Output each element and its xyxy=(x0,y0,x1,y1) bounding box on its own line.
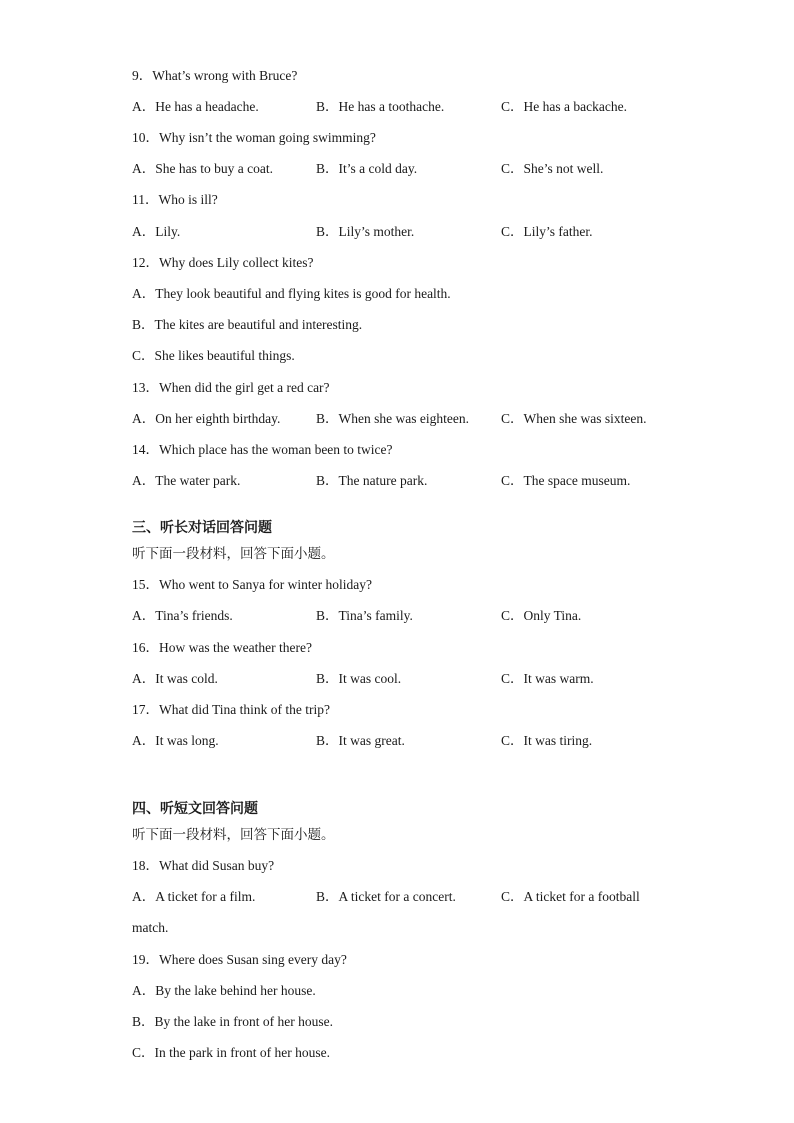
q19-option-a: A．By the lake behind her house. xyxy=(132,983,316,998)
q14-option-c: C．The space museum. xyxy=(501,473,631,488)
question-17: 17．What did Tina think of the trip? xyxy=(132,702,330,717)
question-16: 16．How was the weather there? xyxy=(132,640,312,655)
q17-option-a: A．It was long. xyxy=(132,733,219,748)
question-11: 11．Who is ill? xyxy=(132,192,218,207)
q12-option-a: A．They look beautiful and flying kites is good for health. xyxy=(132,286,451,301)
q18-option-b: B．A ticket for a concert. xyxy=(316,889,456,904)
q15-option-c: C．Only Tina. xyxy=(501,608,582,623)
section-3-instruction: 听下面一段材料，回答下面小题。 xyxy=(132,546,335,562)
q10-option-b: B．It’s a cold day. xyxy=(316,161,418,176)
question-9: 9．What’s wrong with Bruce? xyxy=(132,68,298,83)
q18-option-a: A．A ticket for a film. xyxy=(132,889,256,904)
q11-option-c: C．Lily’s father. xyxy=(501,224,593,239)
question-18: 18．What did Susan buy? xyxy=(132,858,275,873)
q9-option-c: C．He has a backache. xyxy=(501,99,627,114)
question-12: 12．Why does Lily collect kites? xyxy=(132,255,314,270)
q15-option-b: B．Tina’s family. xyxy=(316,608,413,623)
q9-option-b: B．He has a toothache. xyxy=(316,99,445,114)
question-13: 13．When did the girl get a red car? xyxy=(132,380,330,395)
q17-option-b: B．It was great. xyxy=(316,733,405,748)
q19-option-b: B．By the lake in front of her house. xyxy=(132,1014,333,1029)
q12-option-b: B．The kites are beautiful and interesting. xyxy=(132,317,363,332)
q16-option-b: B．It was cool. xyxy=(316,671,402,686)
q14-option-a: A．The water park. xyxy=(132,473,241,488)
section-4-heading: 四、听短文回答问题 xyxy=(132,801,258,817)
section-4-instruction: 听下面一段材料，回答下面小题。 xyxy=(132,827,335,843)
section-3-heading: 三、听长对话回答问题 xyxy=(132,520,272,536)
question-14: 14．Which place has the woman been to twice? xyxy=(132,442,393,457)
q10-option-a: A．She has to buy a coat. xyxy=(132,161,273,176)
q9-option-a: A．He has a headache. xyxy=(132,99,259,114)
q10-option-c: C．She’s not well. xyxy=(501,161,604,176)
q17-option-c: C．It was tiring. xyxy=(501,733,593,748)
q18-option-c-wrap: match. xyxy=(132,920,169,935)
question-19: 19．Where does Susan sing every day? xyxy=(132,952,347,967)
q13-option-b: B．When she was eighteen. xyxy=(316,411,469,426)
q11-option-b: B．Lily’s mother. xyxy=(316,224,415,239)
q19-option-c: C．In the park in front of her house. xyxy=(132,1045,330,1060)
q18-option-c: C．A ticket for a football xyxy=(501,889,640,904)
q13-option-a: A．On her eighth birthday. xyxy=(132,411,281,426)
q13-option-c: C．When she was sixteen. xyxy=(501,411,647,426)
q16-option-a: A．It was cold. xyxy=(132,671,218,686)
q16-option-c: C．It was warm. xyxy=(501,671,594,686)
q15-option-a: A．Tina’s friends. xyxy=(132,608,233,623)
q14-option-b: B．The nature park. xyxy=(316,473,428,488)
q11-option-a: A．Lily. xyxy=(132,224,181,239)
question-15: 15．Who went to Sanya for winter holiday? xyxy=(132,577,372,592)
question-10: 10．Why isn’t the woman going swimming? xyxy=(132,130,376,145)
q12-option-c: C．She likes beautiful things. xyxy=(132,348,295,363)
